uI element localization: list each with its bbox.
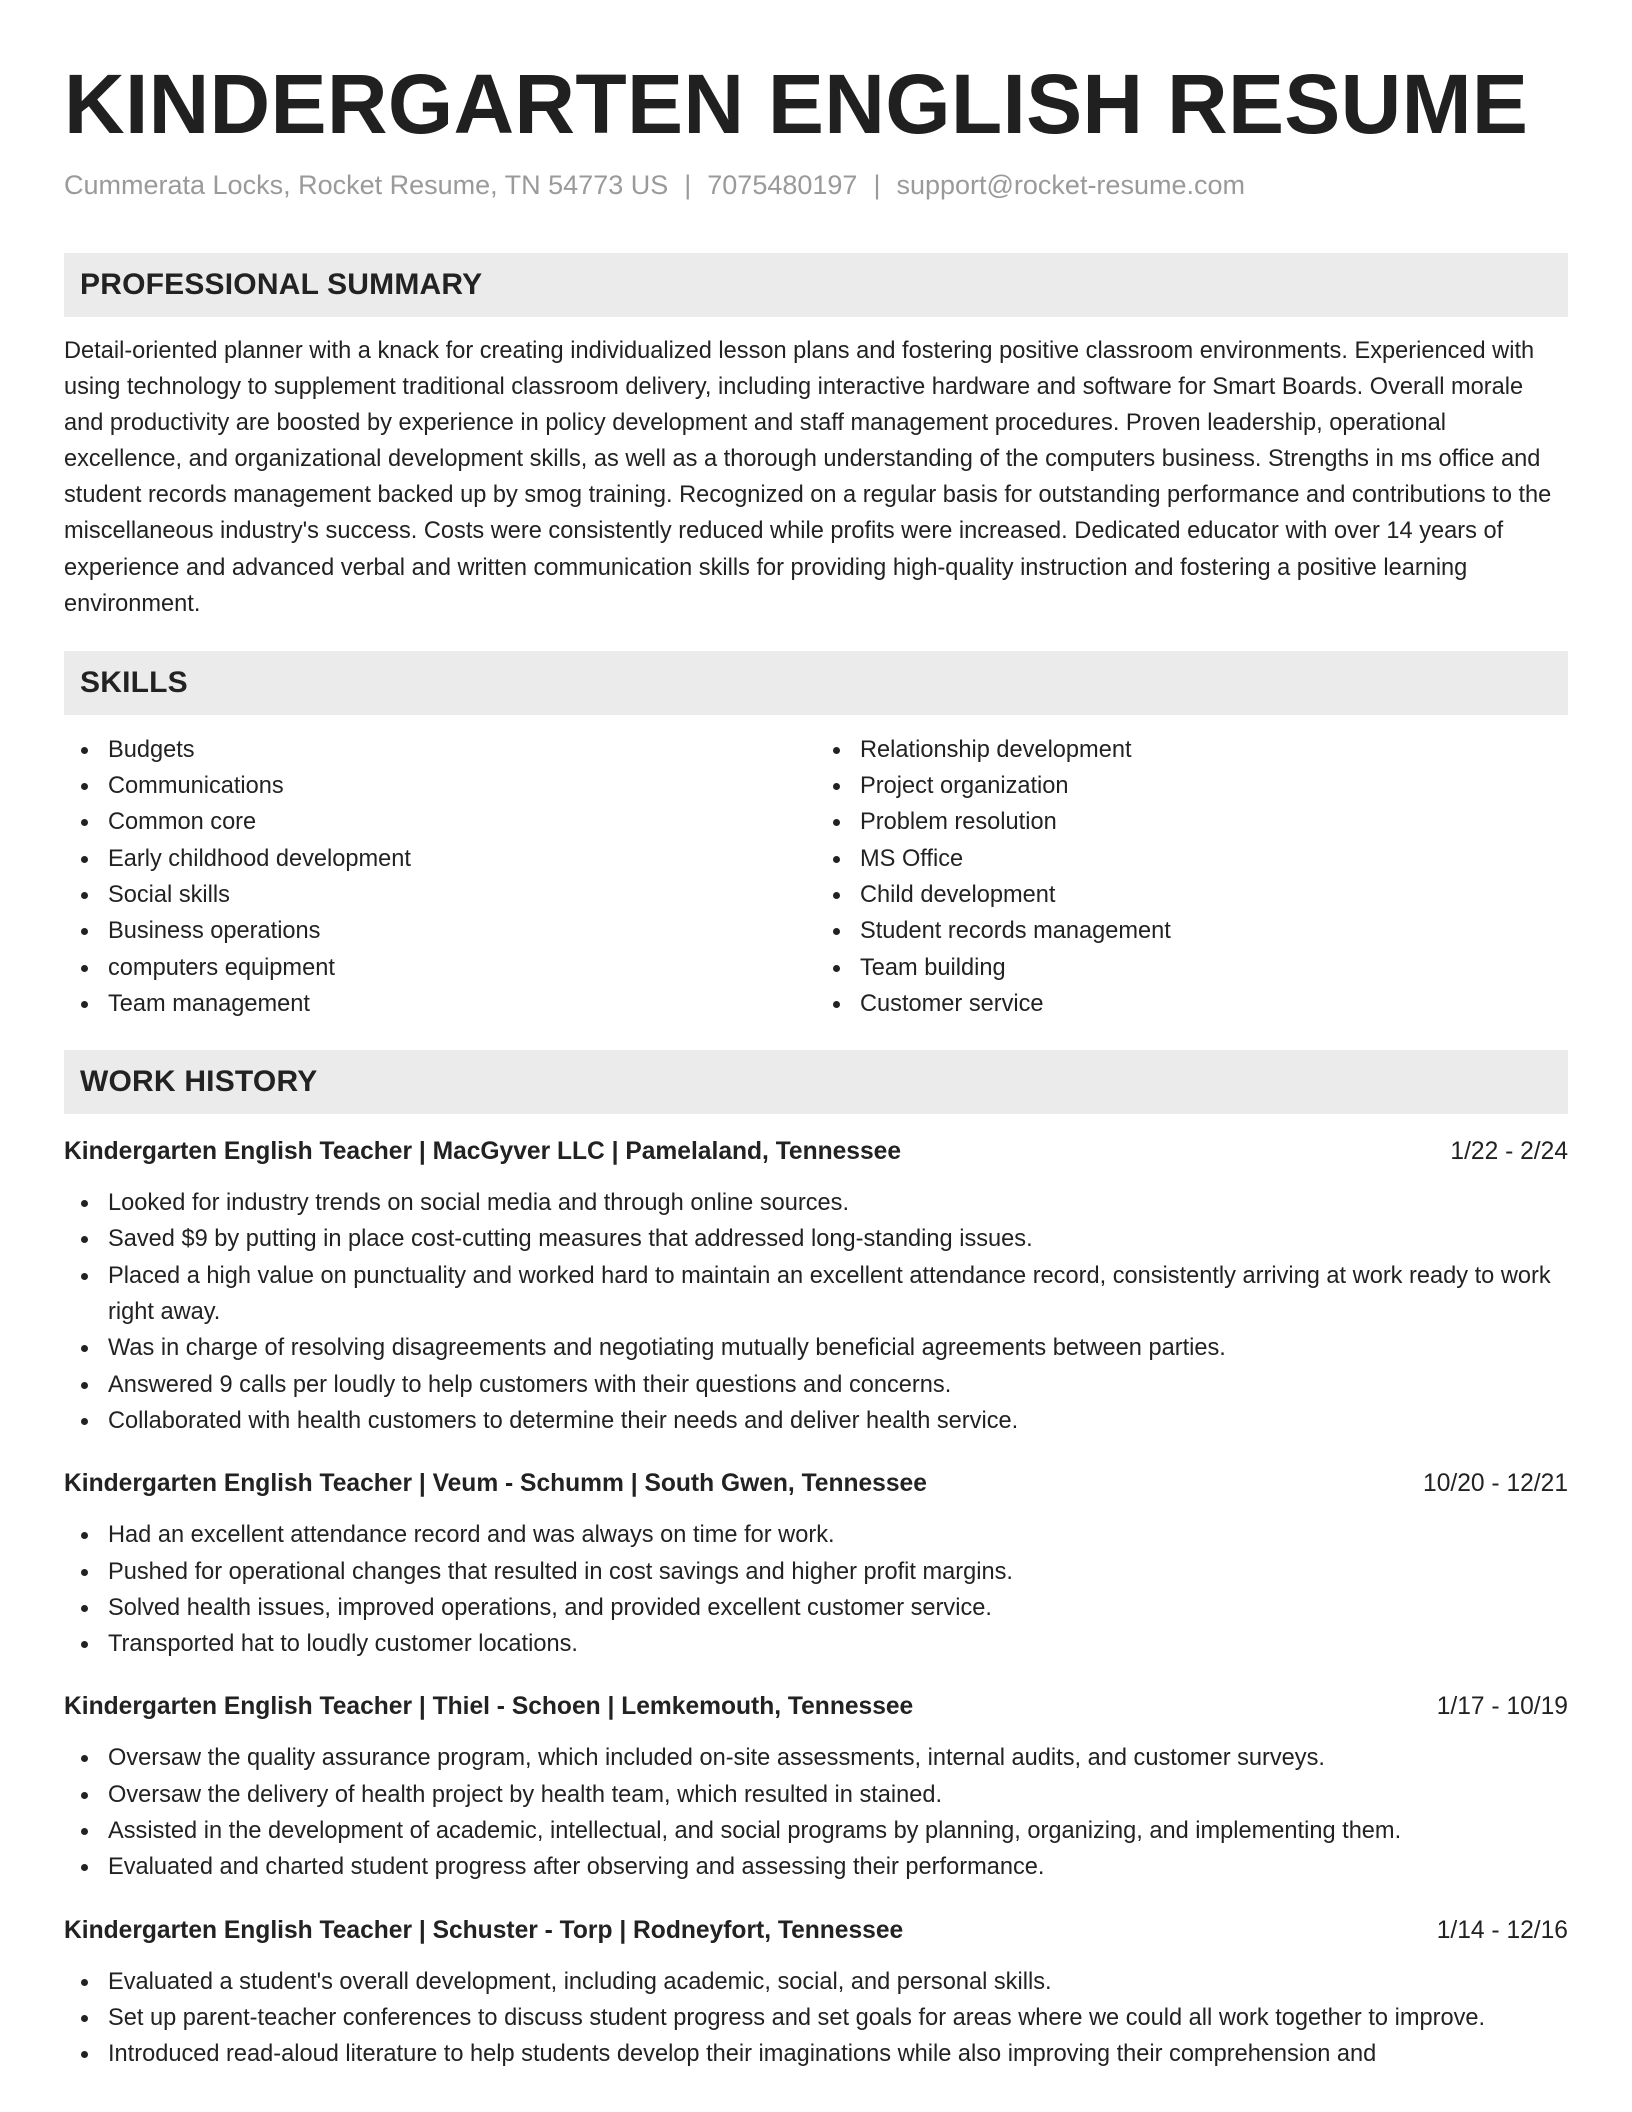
- skill-item: Common core: [108, 804, 816, 840]
- skill-item: Business operations: [108, 913, 816, 949]
- skill-item: Student records management: [860, 913, 1568, 949]
- contact-phone: 7075480197: [707, 170, 858, 200]
- job-title: Kindergarten English Teacher | MacGyver LLC | Pamelaland, Tennessee: [64, 1138, 902, 1166]
- skills-list-right: [816, 732, 1568, 1022]
- skills-grid: [64, 732, 1568, 1022]
- job-bullet: Set up parent-teacher conferences to discuss student progress and set goals for areas where we could all work together to improve.: [108, 2000, 1568, 2036]
- contact-address: Cummerata Locks, Rocket Resume, TN 54773 US: [64, 170, 669, 200]
- skill-item: Project organization: [860, 768, 1568, 804]
- job-bullets: [64, 1964, 1568, 2073]
- skill-item: Customer service: [860, 986, 1568, 1022]
- job-bullet: Looked for industry trends on social media and through online sources.: [108, 1185, 1568, 1221]
- job-dates: 1/22 - 2/24: [1450, 1138, 1568, 1166]
- job-entry: [64, 1466, 1568, 1662]
- skill-item: Child development: [860, 877, 1568, 913]
- job-bullet: Evaluated and charted student progress after observing and assessing their performance.: [108, 1849, 1568, 1885]
- job-title: Kindergarten English Teacher | Thiel - Schoen | Lemkemouth, Tennessee: [64, 1693, 914, 1721]
- skill-item: Communications: [108, 768, 816, 804]
- contact-separator: |: [873, 170, 881, 200]
- job-bullets: [64, 1740, 1568, 1885]
- job-bullet: Answered 9 calls per loudly to help customers with their questions and concerns.: [108, 1367, 1568, 1403]
- job-bullet: Evaluated a student's overall development, including academic, social, and personal skills.: [108, 1964, 1568, 2000]
- job-bullet: Oversaw the quality assurance program, which included on-site assessments, internal audits, and customer surveys.: [108, 1740, 1568, 1776]
- job-header: [64, 1689, 1568, 1725]
- skill-item: Team building: [860, 950, 1568, 986]
- contact-line: [64, 168, 1568, 202]
- job-header: [64, 1913, 1568, 1949]
- job-bullet: Pushed for operational changes that resulted in cost savings and higher profit margins.: [108, 1554, 1568, 1590]
- skill-item: Budgets: [108, 732, 816, 768]
- skill-item: computers equipment: [108, 950, 816, 986]
- job-bullet: Transported hat to loudly customer locations.: [108, 1626, 1568, 1662]
- skill-item: Relationship development: [860, 732, 1568, 768]
- job-entry: [64, 1913, 1568, 2073]
- section-heading-summary: PROFESSIONAL SUMMARY: [64, 253, 1568, 317]
- job-bullet: Oversaw the delivery of health project by health team, which resulted in stained.: [108, 1777, 1568, 1813]
- job-dates: 1/14 - 12/16: [1436, 1916, 1568, 1944]
- job-bullet: Placed a high value on punctuality and worked hard to maintain an excellent attendance record, consistently arriving at work ready to work right away.: [108, 1258, 1568, 1331]
- job-bullet: Saved $9 by putting in place cost-cutting measures that addressed long-standing issues.: [108, 1221, 1568, 1257]
- section-heading-skills: SKILLS: [64, 651, 1568, 715]
- job-dates: 1/17 - 10/19: [1436, 1693, 1568, 1721]
- contact-email: support@rocket-resume.com: [896, 170, 1245, 200]
- job-header: [64, 1134, 1568, 1170]
- contact-separator: |: [684, 170, 692, 200]
- skills-list-left: [64, 732, 816, 1022]
- skill-item: MS Office: [860, 841, 1568, 877]
- job-bullet: Had an excellent attendance record and was always on time for work.: [108, 1517, 1568, 1553]
- skill-item: Early childhood development: [108, 841, 816, 877]
- resume-title: KINDERGARTEN ENGLISH RESUME: [64, 57, 1529, 151]
- summary-text: Detail-oriented planner with a knack for creating individualized lesson plans and fostering positive classroom environments. Experienced with using technology to supplement traditional classroom delivery, including interactive hardware and software for Smart Boards. Overall morale and productivity are boosted by experience in policy development and staff management procedures. Proven leadership, operational excellence, and organizational development skills, as well as a thorough understanding of the computers business. Strengths in ms office and student records management backed up by smog training. Recognized on a regular basis for outstanding performance and contributions to the miscellaneous industry's success. Costs were consistently reduced while profits were increased. Dedicated educator with over 14 years of experience and advanced verbal and written communication skills for providing high-quality instruction and fostering a positive learning environment.: [64, 338, 1552, 617]
- job-bullets: [64, 1517, 1568, 1662]
- skill-item: Social skills: [108, 877, 816, 913]
- job-bullets: [64, 1185, 1568, 1439]
- job-bullet: Was in charge of resolving disagreements and negotiating mutually beneficial agreements between parties.: [108, 1330, 1568, 1366]
- section-heading-work-history: WORK HISTORY: [64, 1050, 1568, 1114]
- resume-page: [64, 0, 1568, 2072]
- job-entry: [64, 1689, 1568, 1885]
- skill-item: Problem resolution: [860, 804, 1568, 840]
- job-header: [64, 1466, 1568, 1502]
- job-title: Kindergarten English Teacher | Schuster - Torp | Rodneyfort, Tennessee: [64, 1916, 904, 1944]
- job-bullet: Introduced read-aloud literature to help students develop their imaginations while also improving their comprehension and: [108, 2036, 1568, 2072]
- job-title: Kindergarten English Teacher | Veum - Schumm | South Gwen, Tennessee: [64, 1470, 927, 1498]
- job-bullet: Collaborated with health customers to determine their needs and deliver health service.: [108, 1403, 1568, 1439]
- job-bullet: Assisted in the development of academic, intellectual, and social programs by planning, organizing, and implementing them.: [108, 1813, 1568, 1849]
- job-dates: 10/20 - 12/21: [1423, 1470, 1568, 1498]
- skill-item: Team management: [108, 986, 816, 1022]
- job-bullet: Solved health issues, improved operations, and provided excellent customer service.: [108, 1590, 1568, 1626]
- job-entry: [64, 1134, 1568, 1439]
